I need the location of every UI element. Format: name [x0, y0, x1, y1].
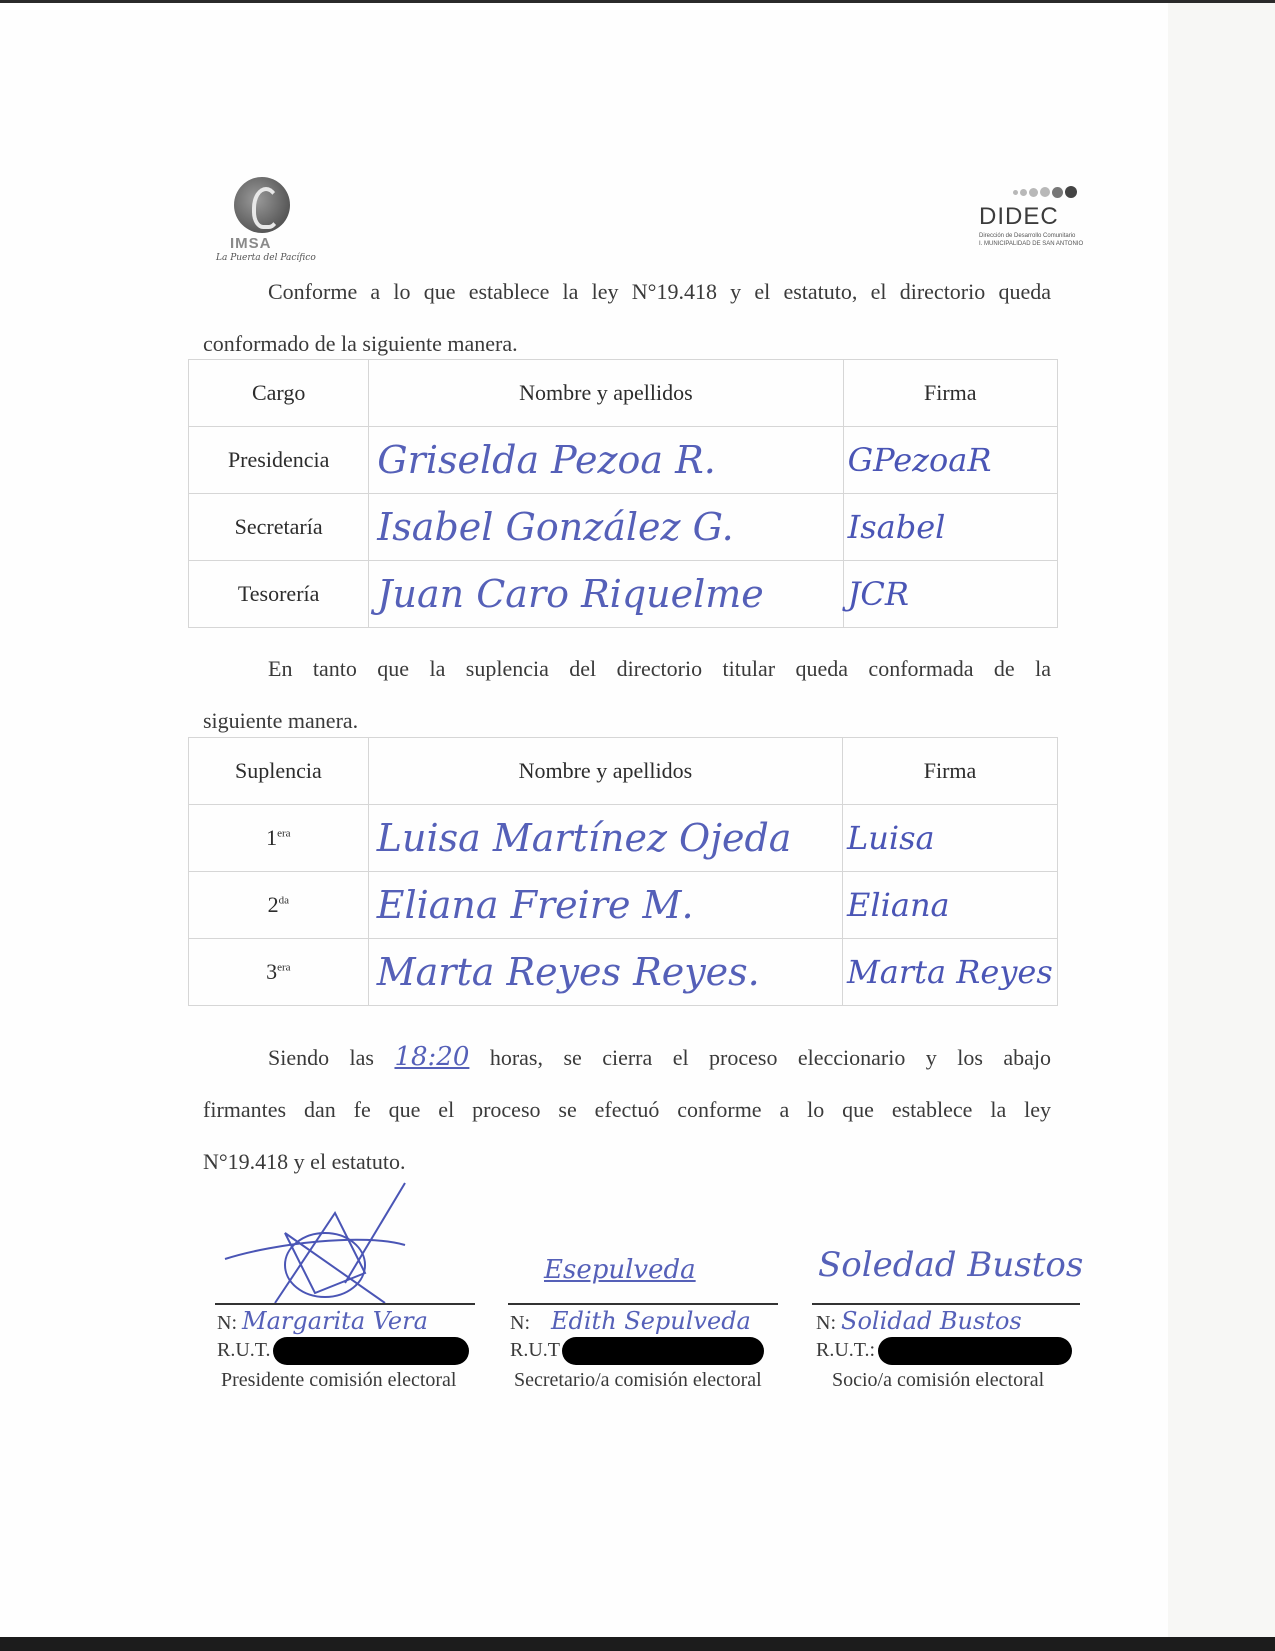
scan-bottom-edge	[0, 1637, 1275, 1651]
middle-line-2: siguiente manera.	[203, 708, 359, 733]
scan-edge	[1168, 3, 1275, 1651]
dideco-dots-icon	[1013, 183, 1079, 201]
signature-block-member	[812, 1173, 1152, 1413]
cargo-cell: Tesorería	[189, 561, 369, 628]
name-row	[816, 1307, 1022, 1335]
signature-line	[812, 1303, 1080, 1305]
redaction-bar	[273, 1337, 469, 1365]
header-nombre: Nombre y apellidos	[369, 360, 843, 427]
ordinal-suffix: era	[277, 961, 291, 974]
handwritten-name: Eliana Freire M.	[376, 883, 694, 927]
ordinal-cell	[189, 805, 369, 872]
signature-scrawl-icon	[215, 1173, 415, 1313]
intro-line-1: Conforme a lo que establece la ley N°19.418 y el estatuto, el directorio queda	[268, 279, 1051, 304]
table-header-row	[189, 738, 1058, 805]
handwritten-name: Marta Reyes Reyes.	[376, 950, 760, 994]
table-row	[189, 805, 1058, 872]
handwritten-name: Griselda Pezoa R.	[377, 438, 716, 482]
redaction-bar	[562, 1337, 764, 1365]
table-row	[189, 494, 1058, 561]
table-header-row	[189, 360, 1058, 427]
header-firma: Firma	[843, 360, 1057, 427]
closing-post: horas, se cierra el proceso eleccionario y los abajo	[489, 1045, 1052, 1070]
directorio-table	[188, 359, 1058, 628]
ordinal-suffix: era	[277, 827, 291, 840]
ordinal-cell	[189, 939, 369, 1006]
header-nombre: Nombre y apellidos	[368, 738, 842, 805]
handwritten-signature: Isabel	[847, 508, 946, 546]
header-firma: Firma	[843, 738, 1058, 805]
middle-paragraph	[203, 643, 1051, 747]
n-label: N:	[816, 1312, 836, 1334]
imsa-emblem-icon	[234, 177, 290, 233]
imsa-logo-word: IMSA	[230, 235, 272, 252]
name-row	[510, 1307, 751, 1335]
table-row	[189, 939, 1058, 1006]
handwritten-name: Luisa Martínez Ojeda	[376, 816, 792, 860]
closing-paragraph	[203, 1031, 1051, 1188]
rut-label: R.U.T.	[217, 1339, 271, 1361]
dideco-logo-word: DIDEC	[979, 203, 1059, 230]
signature-scrawl: Soledad Bustos	[818, 1245, 1084, 1285]
ordinal-number: 3	[266, 959, 278, 984]
dideco-logo-sub1: Dirección de Desarrollo Comunitario	[979, 233, 1076, 239]
closing-line-2: firmantes dan fe que el proceso se efectuó conforme a lo que establece la ley	[203, 1097, 1051, 1122]
redaction-bar	[878, 1337, 1072, 1365]
name-row	[217, 1307, 428, 1335]
n-label: N:	[217, 1312, 237, 1334]
table-row	[189, 561, 1058, 628]
handwritten-signature: Eliana	[847, 886, 950, 924]
cargo-cell: Secretaría	[189, 494, 369, 561]
closing-line-3: N°19.418 y el estatuto.	[203, 1149, 406, 1174]
signature-scrawl: Esepulveda	[544, 1255, 696, 1285]
cargo-cell: Presidencia	[189, 427, 369, 494]
imsa-logo	[212, 163, 322, 273]
handwritten-name: Isabel González G.	[377, 505, 734, 549]
handwritten-name: Margarita Vera	[242, 1307, 428, 1335]
middle-line-1: En tanto que la suplencia del directorio titular queda conformada de la	[268, 656, 1051, 681]
ordinal-number: 2	[267, 892, 279, 917]
handwritten-name: Juan Caro Riquelme	[377, 572, 764, 616]
ordinal-cell	[189, 872, 369, 939]
role-label: Secretario/a comisión electoral	[514, 1369, 762, 1391]
handwritten-signature: Marta Reyes	[847, 953, 1053, 991]
role-label: Socio/a comisión electoral	[832, 1369, 1045, 1391]
dideco-logo	[975, 183, 1095, 263]
closing-pre: Siendo las	[268, 1045, 374, 1070]
ordinal-number: 1	[266, 825, 278, 850]
handwritten-signature: JCR	[847, 575, 909, 613]
header-cargo: Cargo	[189, 360, 369, 427]
signature-block-secretary	[508, 1173, 808, 1413]
rut-label: R.U.T	[510, 1339, 560, 1361]
handwritten-signature: Luisa	[847, 819, 935, 857]
table-row	[189, 427, 1058, 494]
handwritten-name: Solidad Bustos	[841, 1307, 1022, 1335]
signature-block-president	[215, 1173, 490, 1413]
table-row	[189, 872, 1058, 939]
signature-line	[508, 1303, 778, 1305]
role-label: Presidente comisión electoral	[221, 1369, 457, 1391]
closing-line-1	[203, 1031, 1051, 1084]
intro-paragraph	[203, 266, 1051, 370]
ordinal-suffix: da	[278, 894, 290, 907]
handwritten-signature: GPezoaR	[847, 441, 992, 479]
rut-label: R.U.T.:	[816, 1339, 876, 1361]
header-suplencia: Suplencia	[189, 738, 369, 805]
imsa-logo-tagline: La Puerta del Pacífico	[216, 253, 316, 263]
handwritten-name: Edith Sepulveda	[551, 1307, 751, 1335]
intro-line-2: conformado de la siguiente manera.	[203, 331, 518, 356]
closing-time: 18:20	[394, 1042, 470, 1072]
signature-line	[215, 1303, 475, 1305]
suplencia-table	[188, 737, 1058, 1006]
dideco-logo-sub2: I. MUNICIPALIDAD DE SAN ANTONIO	[979, 241, 1084, 247]
n-label: N:	[510, 1312, 530, 1334]
